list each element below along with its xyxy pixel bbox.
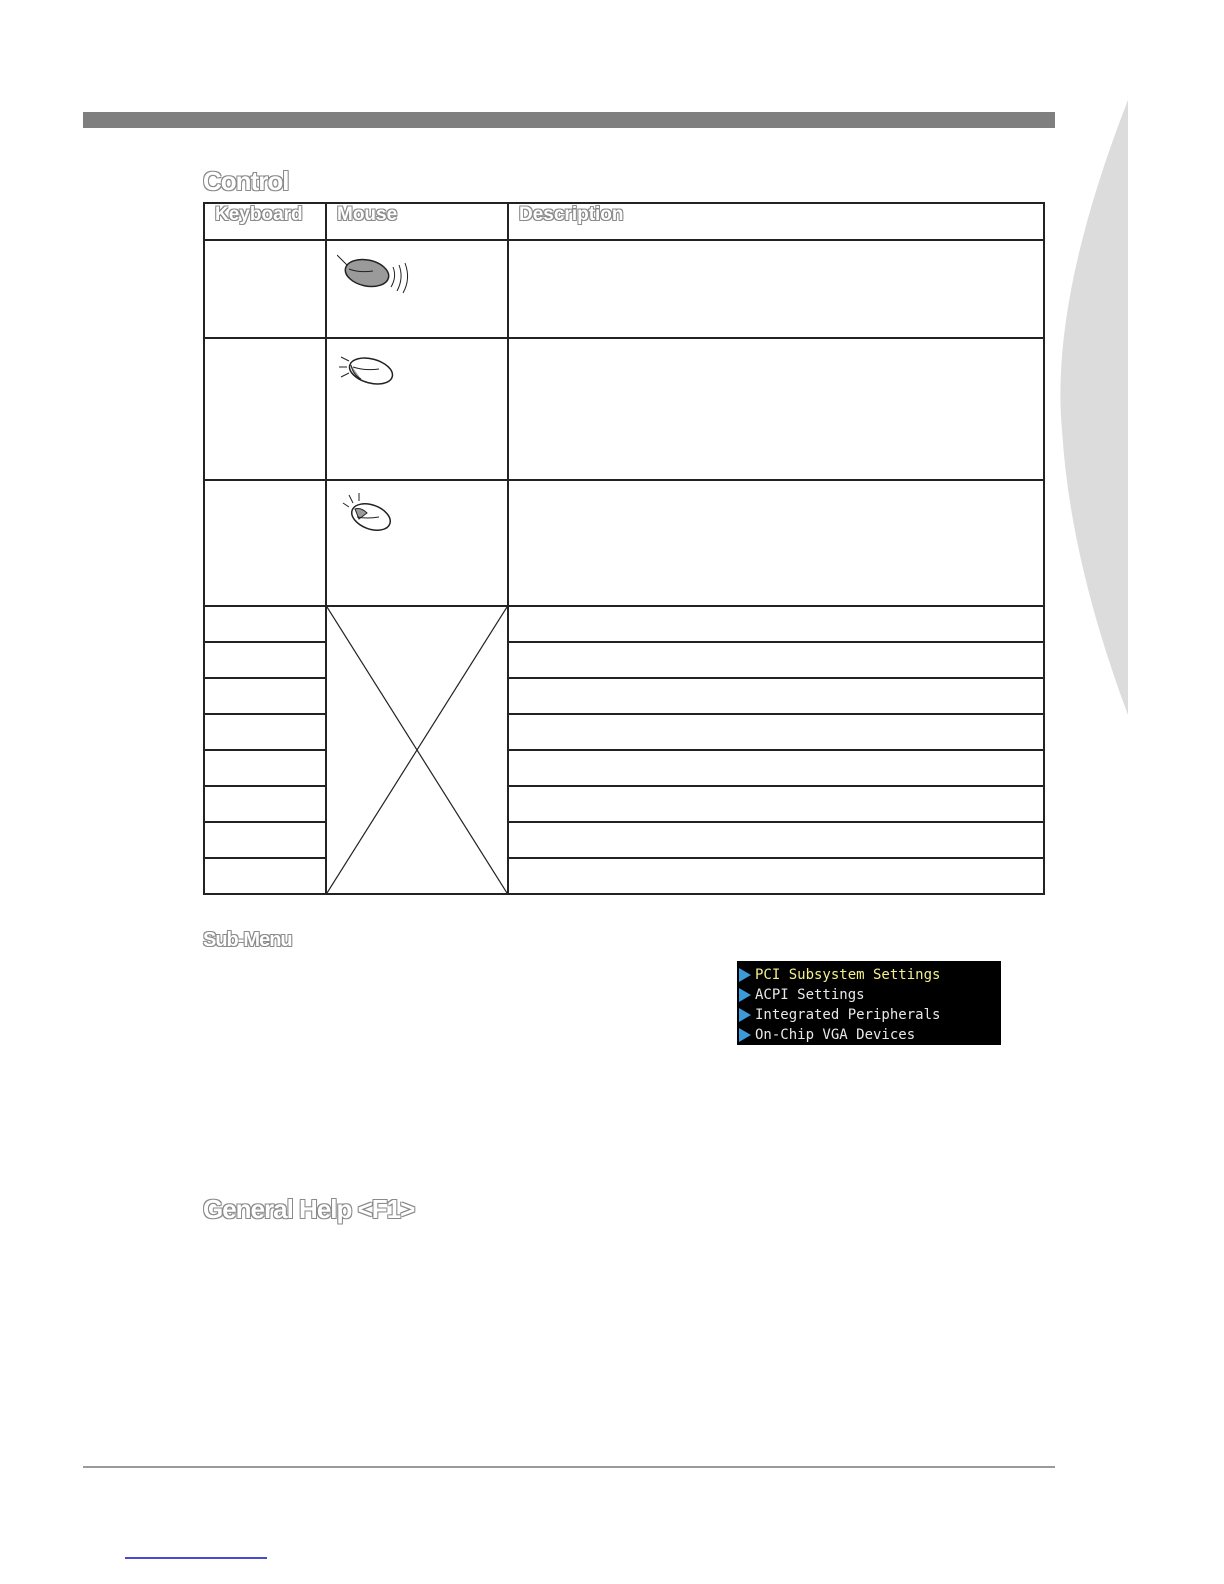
triangle-right-icon — [739, 988, 751, 1002]
submenu-item-label: On-Chip VGA Devices — [755, 1027, 916, 1043]
not-applicable-cross-cell — [326, 606, 508, 894]
mouse-right-click-icon — [337, 491, 397, 535]
description-cell — [508, 240, 1044, 338]
description-cell — [508, 822, 1044, 858]
submenu-item-label: ACPI Settings — [755, 987, 865, 1003]
footer-rule — [83, 1466, 1055, 1468]
keyboard-cell — [204, 858, 326, 894]
cross-mark — [327, 607, 507, 893]
table-row — [204, 480, 1044, 606]
keyboard-cell — [204, 606, 326, 642]
submenu-item-integrated-peripherals[interactable] — [737, 1005, 1001, 1025]
submenu-item-pci-subsystem-settings[interactable] — [737, 965, 1001, 985]
submenu-screenshot — [737, 961, 1001, 1045]
table-row — [204, 240, 1044, 338]
submenu-item-on-chip-vga-devices[interactable] — [737, 1025, 1001, 1045]
keyboard-cell — [204, 240, 326, 338]
description-cell — [508, 678, 1044, 714]
mouse-left-click-icon — [337, 349, 397, 389]
chapter-header-bar — [83, 112, 1055, 128]
submenu-item-label: PCI Subsystem Settings — [755, 967, 941, 983]
table-row — [204, 338, 1044, 480]
submenu-item-label: Integrated Peripherals — [755, 1007, 941, 1023]
keyboard-cell — [204, 786, 326, 822]
triangle-right-icon — [739, 1028, 751, 1042]
description-cell — [508, 606, 1044, 642]
description-cell — [508, 714, 1044, 750]
mouse-column-header: Mouse — [326, 203, 508, 240]
description-cell — [508, 858, 1044, 894]
submenu-item-acpi-settings[interactable] — [737, 985, 1001, 1005]
keyboard-cell — [204, 642, 326, 678]
keyboard-cell — [204, 750, 326, 786]
keyboard-cell — [204, 338, 326, 480]
description-cell — [508, 338, 1044, 480]
footer-link-underline — [125, 1557, 267, 1559]
description-cell — [508, 480, 1044, 606]
submenu-heading: Sub-Menu — [203, 929, 292, 951]
triangle-right-icon — [739, 968, 751, 982]
keyboard-cell — [204, 822, 326, 858]
triangle-right-icon — [739, 1008, 751, 1022]
description-column-header: Description — [508, 203, 1044, 240]
mouse-move-icon — [337, 251, 417, 295]
chapter-side-tab — [1030, 0, 1224, 820]
general-help-heading: General Help <F1> — [203, 1194, 415, 1224]
control-heading: Control — [203, 166, 289, 196]
keyboard-cell — [204, 480, 326, 606]
keyboard-cell — [204, 678, 326, 714]
description-cell — [508, 750, 1044, 786]
control-table — [203, 202, 1045, 895]
description-cell — [508, 786, 1044, 822]
table-row — [204, 606, 1044, 642]
keyboard-column-header: Keyboard — [204, 203, 326, 240]
keyboard-cell — [204, 714, 326, 750]
description-cell — [508, 642, 1044, 678]
